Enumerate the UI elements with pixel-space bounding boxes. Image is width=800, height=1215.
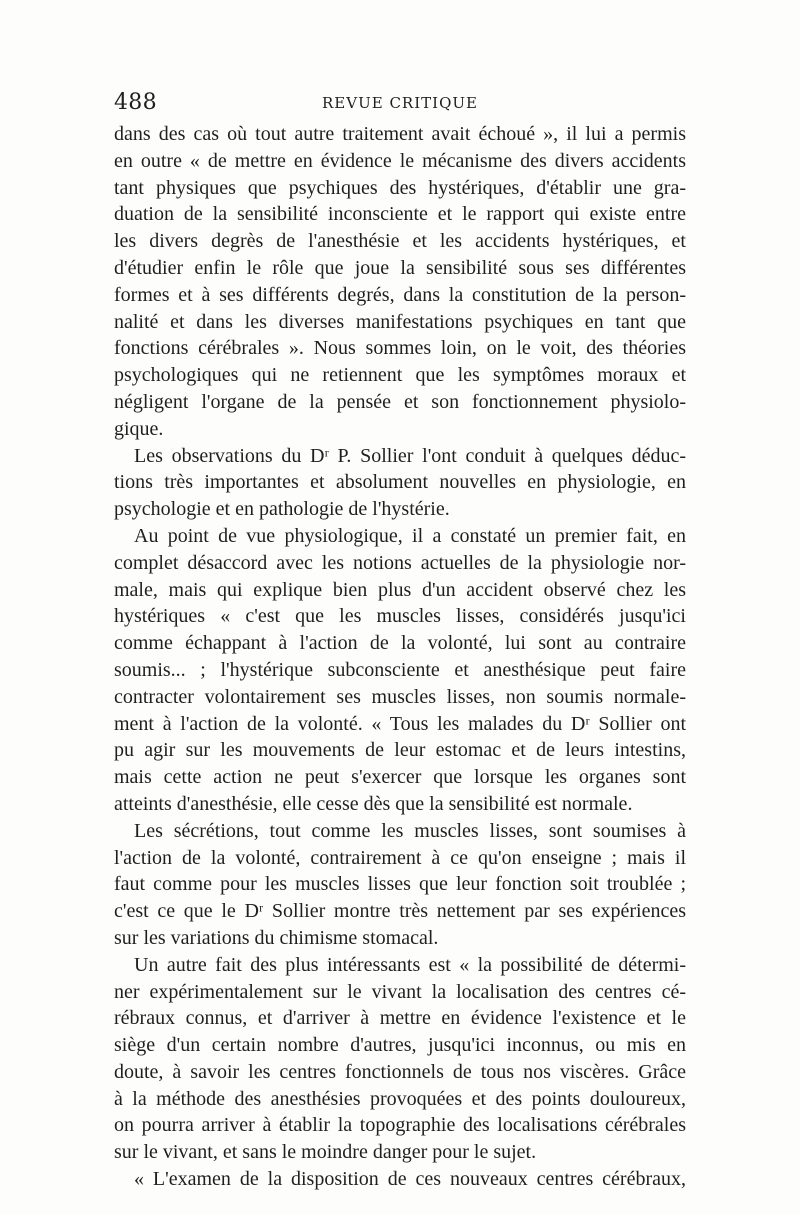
text-line: les divers degrès de l'anesthésie et les accidents hystériques, et xyxy=(114,230,686,253)
text-line: gique. xyxy=(114,417,164,440)
text-line: male, mais qui explique bien plus d'un accident observé chez les xyxy=(114,578,686,601)
text-line: Un autre fait des plus intéressants est « la possibilité de détermi- xyxy=(134,953,686,976)
text-line: faut comme pour les muscles lisses que leur fonction soit troublée ; xyxy=(114,873,686,896)
text-line: comme échappant à l'action de la volonté, lui sont au contraire xyxy=(114,632,686,655)
text-line: psychologie et en pathologie de l'hystérie. xyxy=(114,498,450,521)
text-line: sur les variations du chimisme stomacal. xyxy=(114,926,439,949)
text-line: siège d'un certain nombre d'autres, jusqu'ici inconnus, ou mis en xyxy=(114,1034,686,1057)
page-header xyxy=(114,90,686,116)
text-line: Les observations du Dʳ P. Sollier l'ont conduit à quelques déduc- xyxy=(134,444,686,467)
text-line: atteints d'anesthésie, elle cesse dès que la sensibilité est normale. xyxy=(114,792,633,815)
text-line: d'étudier enfin le rôle que joue la sensibilité sous ses différentes xyxy=(114,256,686,279)
text-line: c'est ce que le Dʳ Sollier montre très nettement par ses expériences xyxy=(114,900,686,923)
text-line: on pourra arriver à établir la topographie des localisations cérébrales xyxy=(114,1114,686,1137)
text-line: tions très importantes et absolument nouvelles en physiologie, en xyxy=(114,471,686,494)
text-line: l'action de la volonté, contrairement à ce qu'on enseigne ; mais il xyxy=(114,846,686,869)
text-line: rébraux connus, et d'arriver à mettre en évidence l'existence et le xyxy=(114,1007,686,1030)
text-line: contracter volontairement ses muscles lisses, non soumis normale- xyxy=(114,685,686,708)
text-line: duation de la sensibilité inconsciente et le rapport qui existe entre xyxy=(114,203,686,226)
body-text xyxy=(114,121,686,1193)
running-head: REVUE CRITIQUE xyxy=(322,94,478,112)
text-line: « L'examen de la disposition de ces nouveaux centres cérébraux, xyxy=(134,1168,686,1191)
text-line: tant physiques que psychiques des hystériques, d'établir une gra- xyxy=(114,176,686,199)
text-line: mais cette action ne peut s'exercer que lorsque les organes sont xyxy=(114,766,686,789)
text-line: doute, à savoir les centres fonctionnels de tous nos viscères. Grâce xyxy=(114,1060,686,1083)
text-line: Les sécrétions, tout comme les muscles lisses, sont soumises à xyxy=(134,819,686,842)
text-line: nalité et dans les diverses manifestations psychiques en tant que xyxy=(114,310,686,333)
text-line: en outre « de mettre en évidence le mécanisme des divers accidents xyxy=(114,149,686,172)
text-line: psychologiques qui ne retiennent que les symptômes moraux et xyxy=(114,364,686,387)
text-line: fonctions cérébrales ». Nous sommes loin, on le voit, des théories xyxy=(114,337,686,360)
text-line: à la méthode des anesthésies provoquées et des points douloureux, xyxy=(114,1087,686,1110)
text-line: formes et à ses différents degrés, dans la constitution de la person- xyxy=(114,283,686,306)
text-line: dans des cas où tout autre traitement avait échoué », il lui a permis xyxy=(114,123,686,145)
text-line: soumis... ; l'hystérique subconsciente et anesthésique peut faire xyxy=(114,658,686,681)
text-line: négligent l'organe de la pensée et son fonctionnement physiolo- xyxy=(114,390,686,413)
text-line: ment à l'action de la volonté. « Tous les malades du Dʳ Sollier ont xyxy=(114,712,686,735)
text-line: ner expérimentalement sur le vivant la localisation des centres cé- xyxy=(114,980,686,1003)
text-line: hystériques « c'est que les muscles lisses, considérés jusqu'ici xyxy=(114,605,686,628)
text-line: pu agir sur les mouvements de leur estomac et de leurs intestins, xyxy=(114,739,686,762)
text-line: sur le vivant, et sans le moindre danger pour le sujet. xyxy=(114,1141,537,1164)
page-number: 488 xyxy=(114,90,157,115)
text-line: Au point de vue physiologique, il a constaté un premier fait, en xyxy=(134,524,686,547)
text-line: complet désaccord avec les notions actuelles de la physiologie nor- xyxy=(114,551,686,574)
